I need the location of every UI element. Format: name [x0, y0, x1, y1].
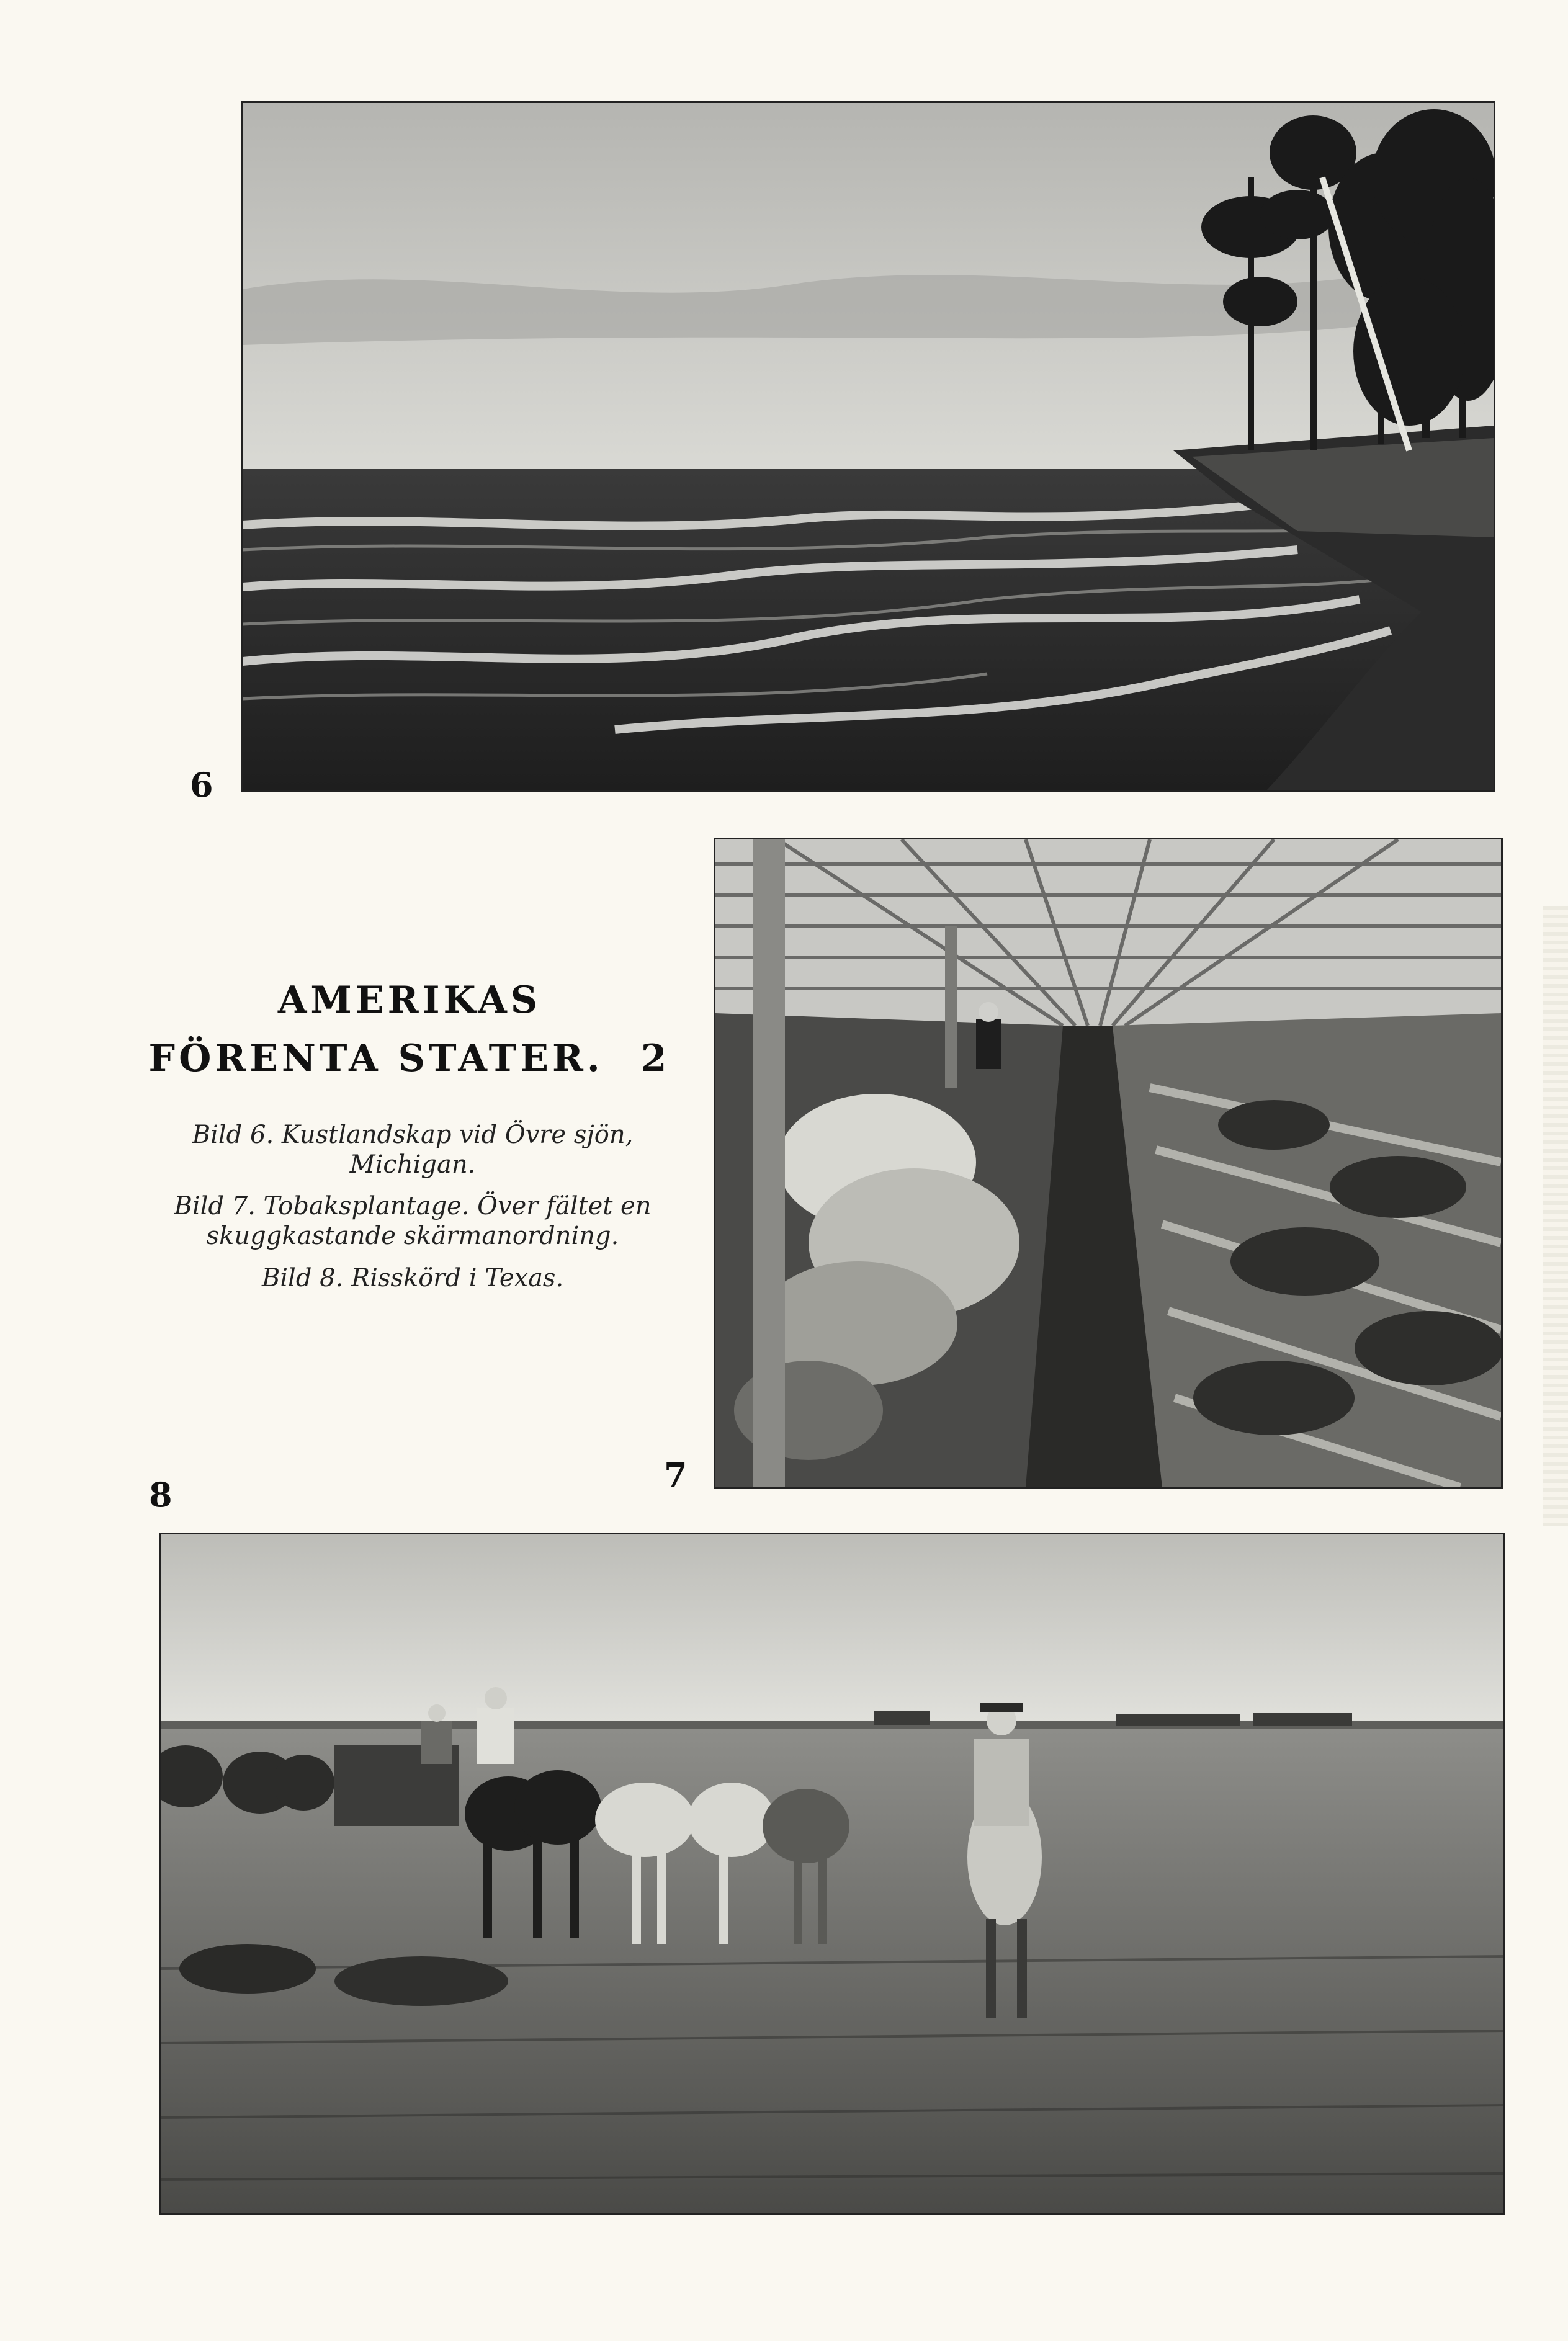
title-line-2 [143, 1037, 676, 1080]
coast-illustration [243, 103, 1494, 790]
photo-coastal-landscape [241, 101, 1495, 792]
tobacco-illustration [715, 839, 1501, 1487]
plate-number-7: 7 [664, 1455, 688, 1495]
photo-tobacco-plantation [714, 838, 1503, 1489]
caption-bild-8: Bild 8. Risskörd i Texas. [261, 1264, 564, 1292]
caption-bild-7: Bild 7. Tobaksplantage. Över fältet en skuggkastande skärmanordning. [174, 1192, 652, 1250]
photo-rice-harvest [159, 1533, 1505, 2215]
plate-number-8: 8 [149, 1475, 172, 1515]
title-line-1: AMERIKAS [277, 978, 542, 1022]
harvest-illustration [161, 1534, 1503, 2213]
title-volume-number: 2 [640, 1037, 671, 1080]
caption-bild-6: Bild 6. Kustlandskap vid Övre sjön, Michigan. [192, 1121, 634, 1179]
plate-number-6: 6 [190, 765, 213, 805]
page-edge-texture [1543, 906, 1568, 1526]
title-country: FÖRENTA STATER. [148, 1037, 604, 1080]
